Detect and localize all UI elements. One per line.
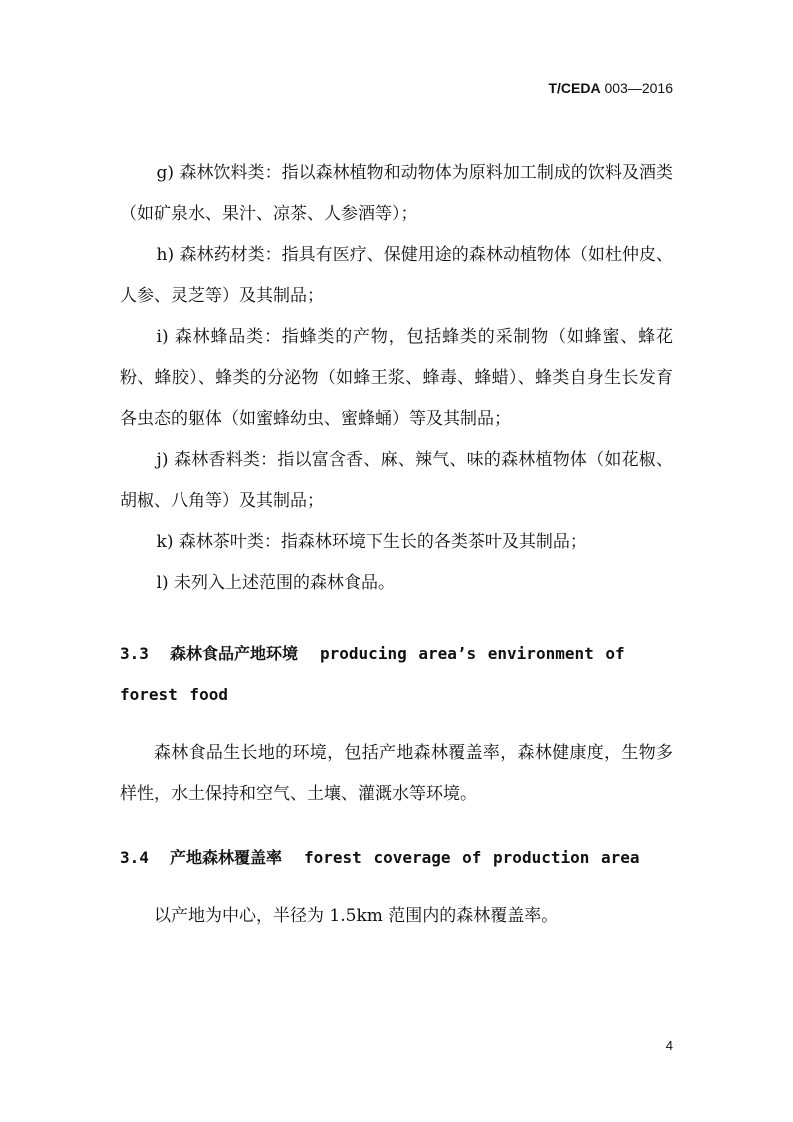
list-item: j) 森林香料类：指以富含香、麻、辣气、味的森林植物体（如花椒、胡椒、八角等）及其制品； xyxy=(120,450,673,511)
section-title-zh: 产地森林覆盖率 xyxy=(170,848,283,867)
section-title-zh: 森林食品产地环境 xyxy=(170,644,299,663)
section-title-en: forest coverage of production area xyxy=(304,848,640,867)
list-item: i) 森林蜂品类：指蜂类的产物，包括蜂类的采制物（如蜂蜜、蜂花粉、蜂胶）、蜂类的分泌物（如蜂王浆、蜂毒、蜂蜡）、蜂类自身生长发育各虫态的躯体（如蜜蜂幼虫、蜜蜂蛹）等及其制品； xyxy=(120,327,673,429)
standard-identifier xyxy=(548,80,673,96)
body-text xyxy=(120,153,673,937)
list-item: h) 森林药材类：指具有医疗、保健用途的森林动植物体（如杜仲皮、人参、灵芝等）及其制品； xyxy=(120,245,673,306)
list-item: l) 未列入上述范围的森林食品。 xyxy=(156,573,396,593)
section-body: 森林食品生长地的环境，包括产地森林覆盖率，森林健康度，生物多样性，水土保持和空气、土壤、灌溉水等环境。 xyxy=(120,743,673,804)
list-item: k) 森林茶叶类：指森林环境下生长的各类茶叶及其制品； xyxy=(156,532,587,552)
standard-number: 003—2016 xyxy=(604,80,673,96)
section-heading-3-4 xyxy=(120,837,673,878)
standard-code: T/CEDA xyxy=(548,80,601,96)
section-heading-3-3 xyxy=(120,633,673,715)
list-item: g) 森林饮料类：指以森林植物和动物体为原料加工制成的饮料及酒类（如矿泉水、果汁、凉茶、人参酒等）； xyxy=(120,163,673,224)
section-body: 以产地为中心，半径为 1.5km 范围内的森林覆盖率。 xyxy=(154,906,559,926)
section-title-en: producing area’s environment of forest food xyxy=(120,644,625,704)
section-number: 3.3 xyxy=(120,644,149,663)
section-number: 3.4 xyxy=(120,848,149,867)
page-number: 4 xyxy=(665,1038,673,1053)
